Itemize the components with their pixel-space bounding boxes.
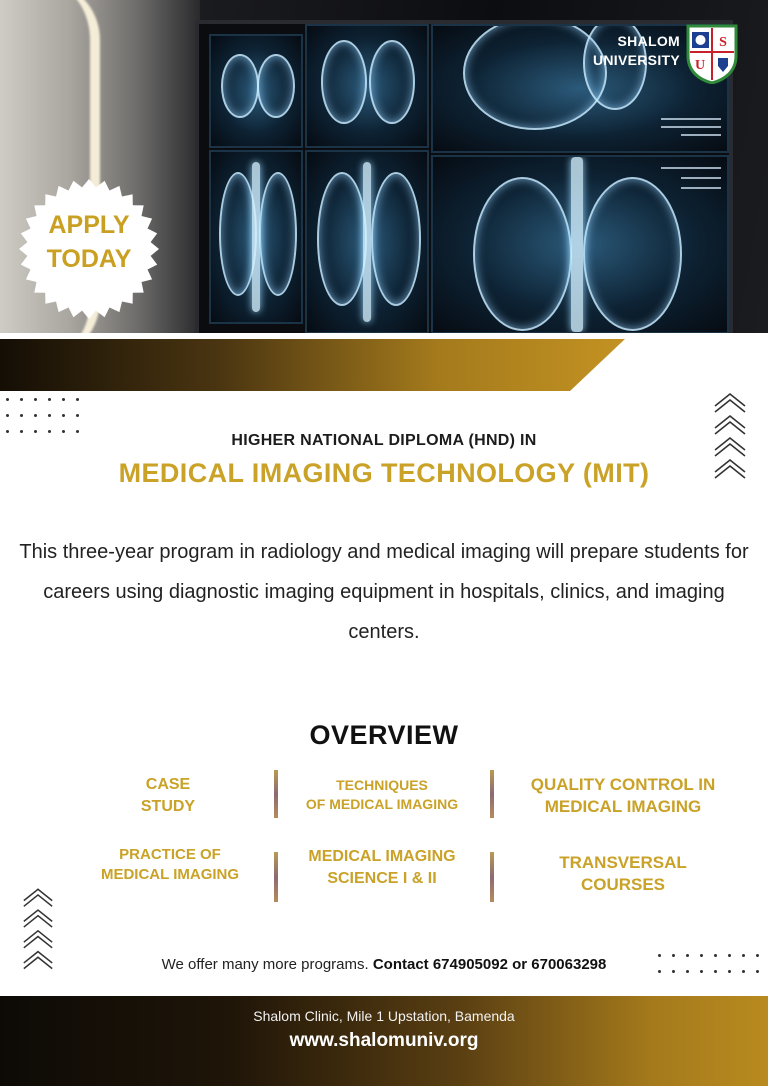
university-crest-logo bbox=[684, 22, 740, 84]
program-title: MEDICAL IMAGING TECHNOLOGY (MIT) bbox=[118, 458, 650, 488]
hero-image bbox=[0, 0, 768, 333]
program-subheading: HIGHER NATIONAL DIPLOMA (HND) IN bbox=[231, 432, 537, 449]
svg-text:S: S bbox=[719, 35, 727, 50]
scan-panel bbox=[209, 150, 303, 324]
contact-prefix: We offer many more programs. bbox=[161, 956, 369, 973]
dot bbox=[62, 414, 65, 417]
dot bbox=[20, 414, 23, 417]
university-name-line1: SHALOM bbox=[617, 33, 680, 49]
overview-item-quality-control: QUALITY CONTROL IN MEDICAL IMAGING bbox=[530, 775, 716, 816]
gold-banner bbox=[0, 333, 768, 395]
apply-today-badge[interactable] bbox=[18, 208, 160, 276]
dot bbox=[6, 414, 9, 417]
badge-line2: TODAY bbox=[46, 245, 132, 273]
dot bbox=[76, 414, 79, 417]
dot bbox=[6, 398, 9, 401]
overview-item-science: MEDICAL IMAGING SCIENCE I & II bbox=[308, 848, 456, 887]
scan-panel bbox=[209, 34, 303, 148]
scan-panel bbox=[431, 155, 729, 333]
badge-line1: APPLY bbox=[48, 211, 130, 239]
university-name bbox=[560, 32, 680, 70]
university-name-line2: UNIVERSITY bbox=[592, 52, 680, 68]
contact-phone-numbers[interactable]: Contact 674905092 or 670063298 bbox=[372, 956, 607, 973]
svg-text:U: U bbox=[694, 58, 706, 73]
overview-item-transversal: TRANSVERSAL COURSES bbox=[559, 853, 687, 894]
overview-item-techniques: TECHNIQUES OF MEDICAL IMAGING bbox=[305, 777, 459, 812]
program-description: This three-year program in radiology and medical imaging will prepare students for careers using diagnostic imaging equipment in hospitals, clinics, and imaging centers. bbox=[19, 541, 749, 643]
scan-panel bbox=[305, 150, 429, 333]
overview-item-case-study: CASE STUDY bbox=[140, 776, 196, 815]
scan-panel bbox=[305, 24, 429, 148]
dot bbox=[20, 398, 23, 401]
footer-website-link[interactable]: www.shalomuniv.org bbox=[289, 1030, 479, 1051]
dot bbox=[34, 414, 37, 417]
divider bbox=[490, 770, 494, 818]
dot bbox=[48, 398, 51, 401]
footer-address: Shalom Clinic, Mile 1 Upstation, Bamenda bbox=[253, 1008, 515, 1024]
dot bbox=[34, 398, 37, 401]
overview-item-practice: PRACTICE OF MEDICAL IMAGING bbox=[100, 846, 240, 883]
divider bbox=[274, 770, 278, 818]
contact-line bbox=[0, 956, 768, 973]
overview-heading: OVERVIEW bbox=[309, 720, 459, 750]
footer bbox=[0, 996, 768, 1086]
divider bbox=[274, 852, 278, 902]
divider bbox=[490, 852, 494, 902]
dot bbox=[76, 398, 79, 401]
dot bbox=[48, 414, 51, 417]
dot bbox=[62, 398, 65, 401]
